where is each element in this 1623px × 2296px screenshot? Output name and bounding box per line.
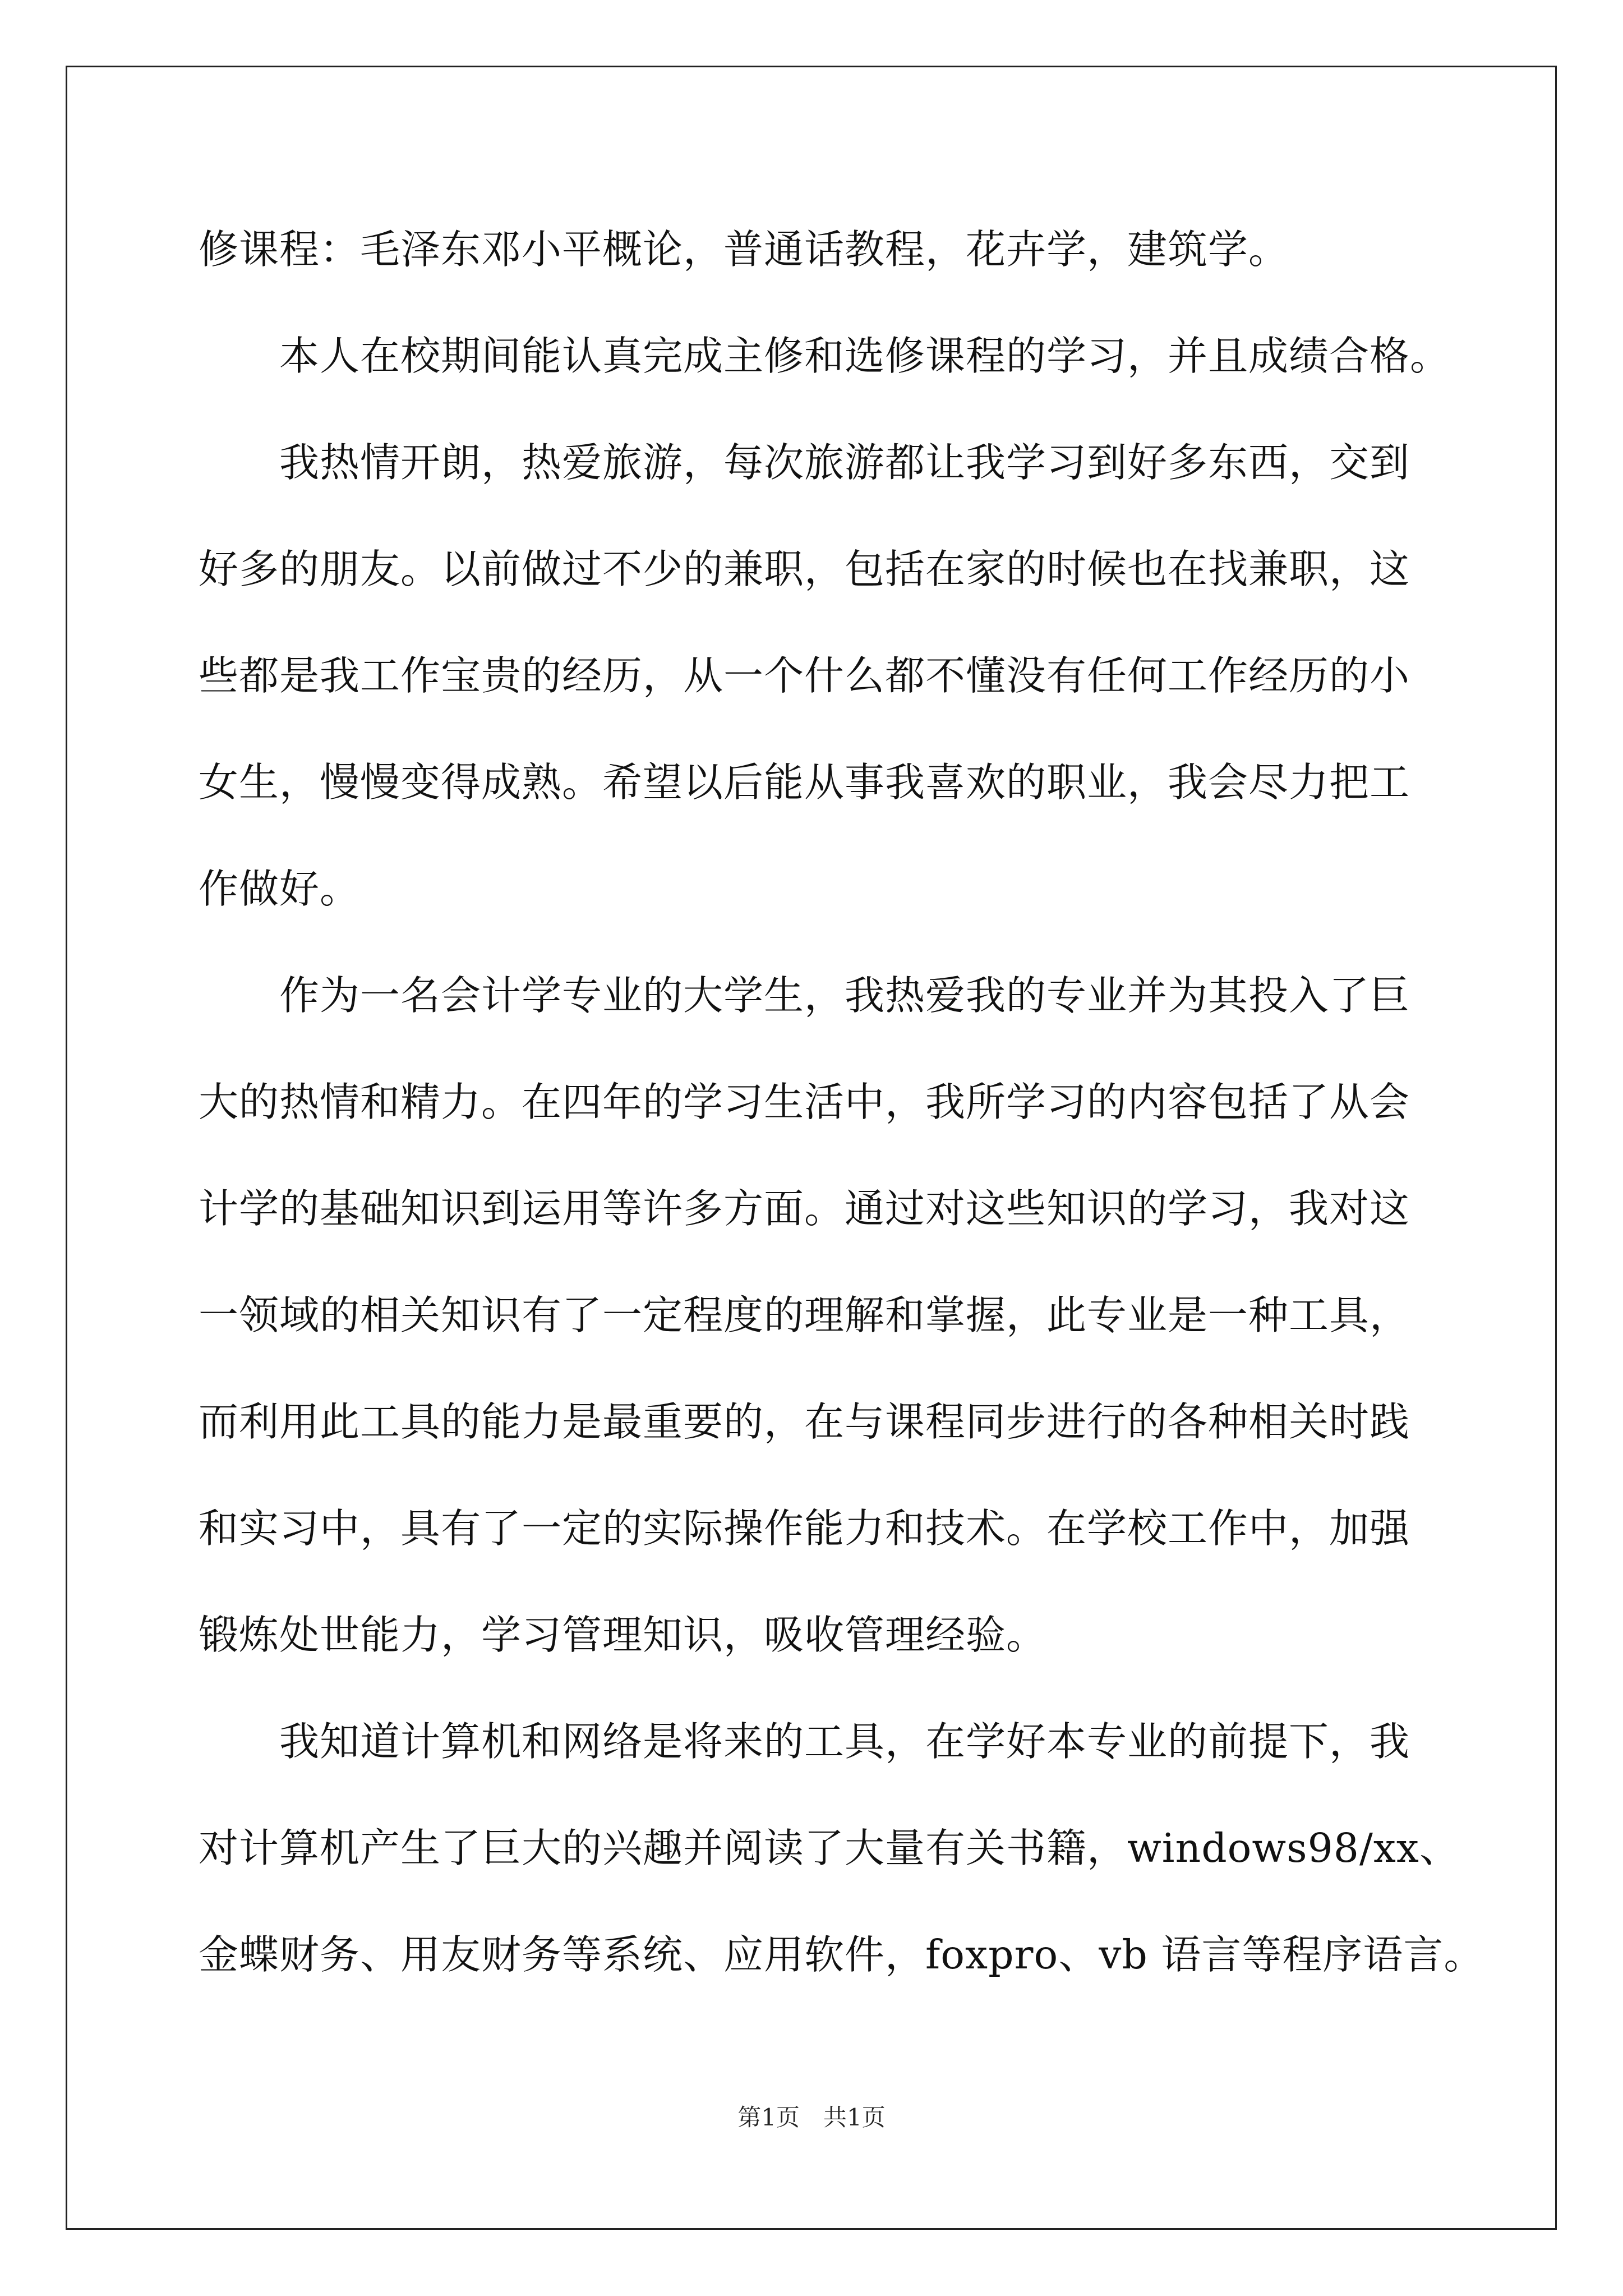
body-text-line: 而利用此工具的能力是最重要的，在与课程同步进行的各种相关时践	[199, 1398, 1410, 1445]
body-text-line: 对计算机产生了巨大的兴趣并阅读了大量有关书籍，windows98/xx、	[199, 1825, 1460, 1871]
body-text-line: 作为一名会计学专业的大学生，我热爱我的专业并为其投入了巨	[199, 972, 1410, 1019]
page-number-footer: 第1页 共1页	[737, 2104, 886, 2131]
body-text-line: 本人在校期间能认真完成主修和选修课程的学习，并且成绩合格。	[199, 333, 1451, 379]
body-text-line: 和实习中，具有了一定的实际操作能力和技术。在学校工作中，加强	[199, 1505, 1410, 1552]
body-text-line: 好多的朋友。以前做过不少的兼职，包括在家的时候也在找兼职，这	[199, 546, 1410, 592]
body-text-line: 我热情开朗，热爱旅游，每次旅游都让我学习到好多东西，交到	[199, 439, 1410, 486]
body-text-line: 作做好。	[199, 866, 361, 912]
page-border	[66, 66, 1557, 2230]
body-text-line: 锻炼处世能力，学习管理知识，吸收管理经验。	[199, 1612, 1047, 1658]
body-text-line: 我知道计算机和网络是将来的工具，在学好本专业的前提下，我	[199, 1718, 1410, 1765]
body-text-line: 大的热情和精力。在四年的学习生活中，我所学习的内容包括了从会	[199, 1079, 1410, 1125]
body-text-line: 修课程：毛泽东邓小平概论，普通话教程，花卉学，建筑学。	[199, 226, 1289, 273]
body-text-line: 金蝶财务、用友财务等系统、应用软件，foxpro、vb 语言等程序语言。	[199, 1931, 1484, 1978]
body-text-line: 计学的基础知识到运用等许多方面。通过对这些知识的学习，我对这	[199, 1185, 1410, 1232]
body-text-line: 些都是我工作宝贵的经历，从一个什么都不懂没有任何工作经历的小	[199, 652, 1410, 699]
body-text-line: 一领域的相关知识有了一定程度的理解和掌握，此专业是一种工具，	[199, 1292, 1410, 1338]
body-text-line: 女生，慢慢变得成熟。希望以后能从事我喜欢的职业，我会尽力把工	[199, 759, 1410, 806]
